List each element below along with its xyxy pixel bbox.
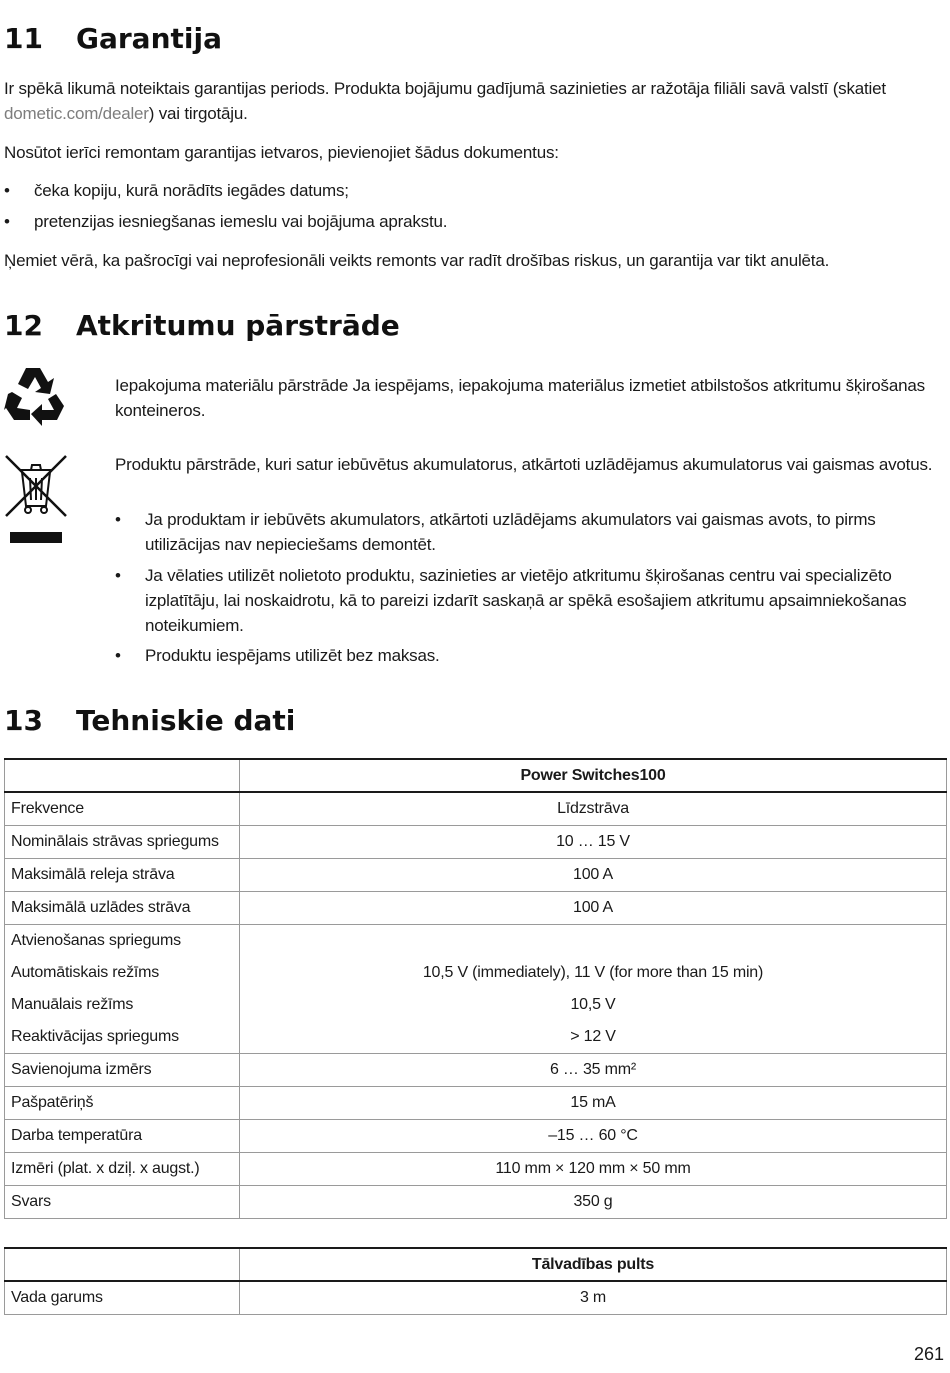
paragraph-text: Ir spēkā likumā noteiktais garantijas periods. Produkta bojājumu gadījumā sazinieties ar ražotāja filiāli savā valstī (skatiet: [4, 79, 886, 98]
table-row: [5, 859, 947, 892]
row-value: > 12 V: [240, 1021, 947, 1054]
row-value: Līdzstrāva: [240, 792, 947, 826]
table-row: [5, 1054, 947, 1087]
section-number: 12: [4, 309, 43, 342]
row-label: Manuālais režīms: [5, 989, 240, 1021]
bullet-dot: •: [115, 510, 121, 529]
row-label: Automātiskais režīms: [5, 957, 240, 989]
crossed-out-bin-icon: [4, 454, 68, 546]
table-row: [5, 1120, 947, 1153]
table-row: [5, 792, 947, 826]
section-heading-warranty: [4, 22, 222, 55]
warranty-paragraph-1: [4, 76, 934, 126]
row-value: –15 … 60 °C: [240, 1120, 947, 1153]
section-number: 11: [4, 22, 43, 55]
row-label: Savienojuma izmērs: [5, 1054, 240, 1087]
section-number: 13: [4, 704, 43, 737]
row-value: 110 mm × 120 mm × 50 mm: [240, 1153, 947, 1186]
row-value: 10 … 15 V: [240, 826, 947, 859]
row-label: Frekvence: [5, 792, 240, 826]
bullet-dot: •: [115, 646, 121, 665]
table-header-product: Power Switches100: [240, 759, 947, 792]
row-value: 6 … 35 mm²: [240, 1054, 947, 1087]
dealer-link[interactable]: dometic.com/dealer: [4, 104, 149, 123]
warranty-paragraph-3: Ņemiet vērā, ka pašrocīgi vai neprofesionāli veikts remonts var radīt drošības riskus, un garantija var tikt anulēta.: [4, 251, 830, 270]
list-item-text: Ja vēlaties utilizēt nolietoto produktu, sazinieties ar vietējo atkritumu šķirošanas centru vai specializēto izplatītāju, lai noskaidrotu, kā to pareizi izdarīt saskaņā ar spēkā esošajiem atkritumu apsaimniekošanas noteikumiem.: [145, 566, 907, 635]
paragraph-text: ) vai tirgotāju.: [148, 104, 248, 123]
table-row: [5, 1087, 947, 1120]
tech-specs-table: [4, 758, 947, 1219]
table-row: [5, 892, 947, 925]
table-row: [5, 1281, 947, 1315]
row-label: Svars: [5, 1186, 240, 1219]
table-row: [5, 826, 947, 859]
table-row: [5, 1153, 947, 1186]
recycle-icon: [4, 364, 68, 426]
bullet-dot: •: [4, 181, 10, 200]
row-value: 15 mA: [240, 1087, 947, 1120]
table-header-empty: [5, 759, 240, 792]
packaging-recycling-text: Iepakojuma materiālu pārstrāde Ja iespējams, iepakojuma materiālus izmetiet atbilstošos atkritumu šķirošanas konteineros.: [115, 376, 925, 420]
table-row: [5, 1186, 947, 1219]
table-row: [5, 989, 947, 1021]
section-heading-tech: [4, 704, 295, 737]
table-header-empty: [5, 1248, 240, 1281]
section-title: Garantija: [76, 22, 222, 55]
table-row: [5, 925, 947, 958]
list-item: [4, 178, 924, 203]
product-recycling-text: Produktu pārstrāde, kuri satur iebūvētus akumulatorus, atkārtoti uzlādējamus akumulatorus vai gaismas avotus.: [115, 455, 933, 474]
list-item: [115, 507, 945, 557]
remote-specs-table: [4, 1247, 947, 1315]
row-label: Nominālais strāvas spriegums: [5, 826, 240, 859]
row-value: 350 g: [240, 1186, 947, 1219]
row-value: 100 A: [240, 892, 947, 925]
table-header-row: [5, 1248, 947, 1281]
row-value: 100 A: [240, 859, 947, 892]
row-label: Izmēri (plat. x dziļ. x augst.): [5, 1153, 240, 1186]
row-value: [240, 925, 947, 958]
section-heading-recycling: [4, 309, 400, 342]
table-header-remote: Tālvadības pults: [240, 1248, 947, 1281]
row-label: Pašpatēriņš: [5, 1087, 240, 1120]
row-label: Vada garums: [5, 1281, 240, 1315]
list-item: [115, 643, 945, 668]
section-title: Atkritumu pārstrāde: [76, 309, 400, 342]
list-item-text: Produktu iespējams utilizēt bez maksas.: [145, 646, 440, 665]
warranty-paragraph-2: Nosūtot ierīci remontam garantijas ietvaros, pievienojiet šādus dokumentus:: [4, 143, 559, 162]
list-item-text: pretenzijas iesniegšanas iemeslu vai bojājuma aprakstu.: [34, 212, 448, 231]
table-row: [5, 1021, 947, 1054]
table-row: [5, 957, 947, 989]
row-label: Maksimālā releja strāva: [5, 859, 240, 892]
bullet-dot: •: [4, 212, 10, 231]
bullet-dot: •: [115, 566, 121, 585]
list-item: [4, 209, 924, 234]
row-label: Maksimālā uzlādes strāva: [5, 892, 240, 925]
row-label: Atvienošanas spriegums: [5, 925, 240, 958]
page-number: 261: [913, 1344, 944, 1364]
row-label: Reaktivācijas spriegums: [5, 1021, 240, 1054]
row-value: 10,5 V (immediately), 11 V (for more than 15 min): [240, 957, 947, 989]
list-item-text: čeka kopiju, kurā norādīts iegādes datums;: [34, 181, 349, 200]
row-label: Darba temperatūra: [5, 1120, 240, 1153]
row-value: 3 m: [240, 1281, 947, 1315]
list-item: [115, 563, 945, 638]
section-title: Tehniskie dati: [76, 704, 296, 737]
table-header-row: [5, 759, 947, 792]
list-item-text: Ja produktam ir iebūvēts akumulators, atkārtoti uzlādējams akumulators vai gaismas avots, to pirms utilizācijas nav nepieciešams demontēt.: [145, 510, 876, 554]
row-value: 10,5 V: [240, 989, 947, 1021]
